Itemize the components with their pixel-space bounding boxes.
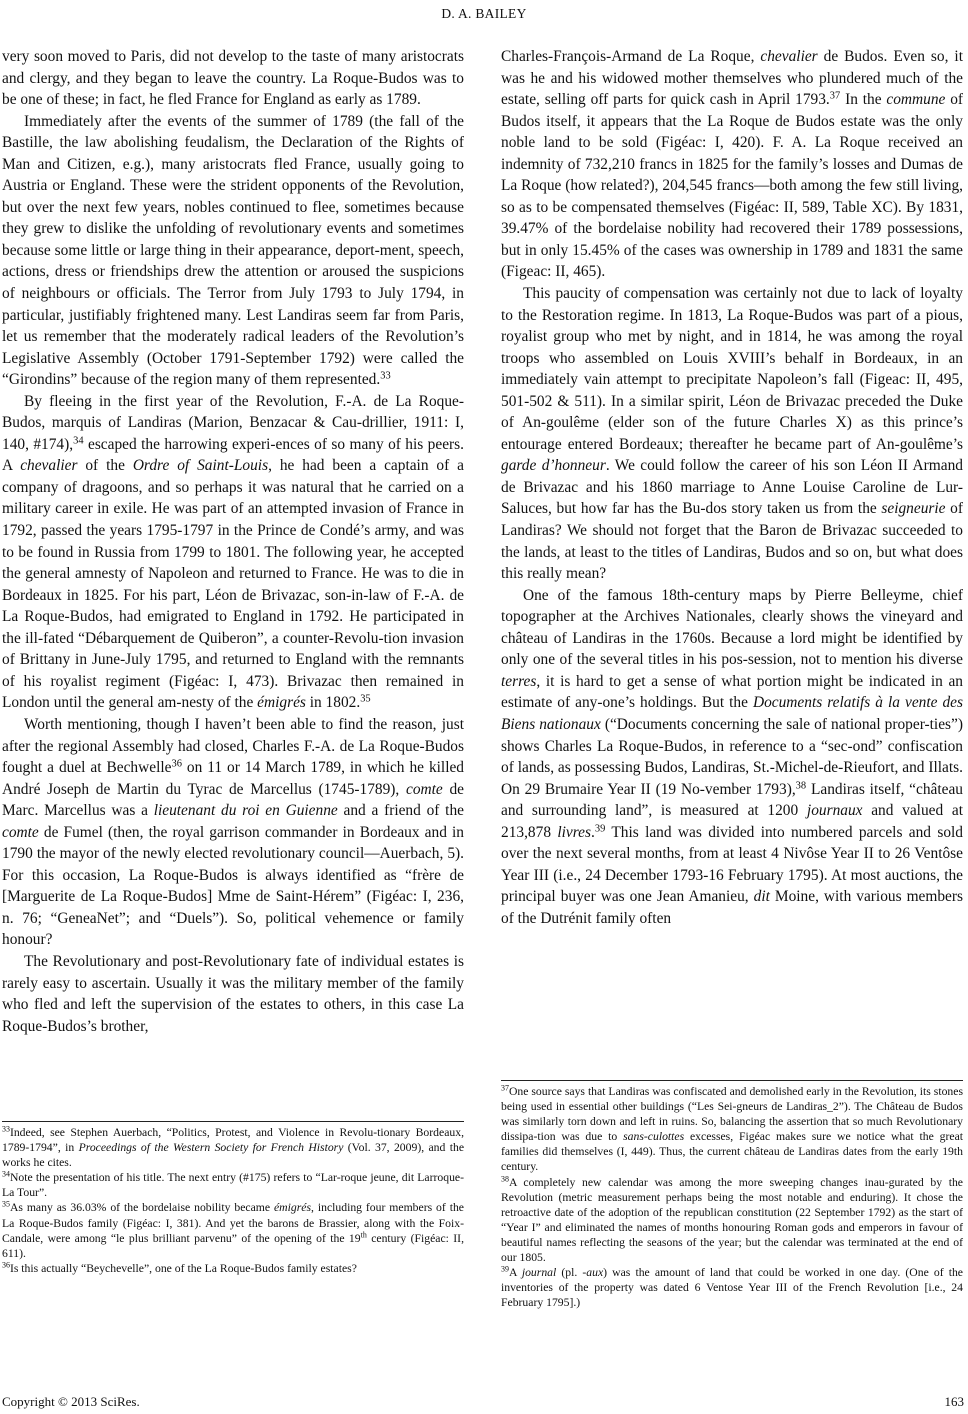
footnote: $^{37}$One source says that Landiras was confiscated and demolished early in the Revolution, its stones being used in essential other buildings (“Les Sei-gneurs de Landiras_2”). The Château de Budos was similarly torn down and left in ruins. So, balancing the assertion that so much Revolutionary dissipa-tion was due to sans-culottes excesses, Figéac makes sure we notice what the great families did themselves (I, 449). Thus, the current château de Landiras dates from the early 19th century.	[501, 1083, 964, 1174]
footnote-ref[interactable]: 38	[795, 779, 807, 791]
paragraph: The Revolutionary and post-Revolutionary fate of individual estates is rarely easy to ascertain. Usually it was the military member of the family who fled and left the supervision of the estates to others, in this case La Roque-Budos’s brother,	[2, 952, 464, 1035]
paragraph: Charles-François-Armand de La Roque, chevalier de Budos. Even so, it was he and his widowed mother themselves who plundered much of the estate, selling off parts for quick cash in April 1793.37 In the commune of Budos itself, it appears that the La Roque de Budos estate was the only noble land to be sold (Figéac: I, 420). F. A. La Roque received an indemnity of 732,210 francs in 1825 for the family’s losses and Dumas de La Roque (how related?), 204,545 francs—both among the few still living, so as to be compensated themselves (Figéac: II, 589, Table XC). By 1831, 39.47% of the bordelaise nobility had recovered their 1789 possessions, but in only 15.45% of the cases was ownership in 1789 and 1831 the same (Figeac: II, 465).	[501, 48, 964, 281]
paragraph: By fleeing in the first year of the Revolution, F.-A. de La Roque-Budos, marquis of Landiras (Marion, Benzacar & Cau-drillier, 1911: I, 140, #174),$^{34}$ escaped the harrowing experi-ences of so many of his peers. A chevalier of the Ordre of Saint-Louis, he had been a captain of a company of dragoons, and so perhaps it was natural that he carried on a military career in exile. He was part of an attempted invasion of France in 1792, passed the years 1795-1797 in the Prince de Condé’s army, and was to be found in Russia from 1799 to 1801. The following year, he accepted the general amnesty of Napoleon and returned to France. He was to die in Bordeaux in 1825. For his part, Léon de Brivazac, son-in-law of F.-A. de La Roque-Budos, had emigrated to England in 1792. He participated in the ill-fated “Débarquement de Quiberon”, a counter-Revolu-tion invasion of Brittany in June-July 1795, and returned to England with the remnants of his royalist regiment (Figéac: I, 473). Brivazac then remained in London until the general am-nesty of the émigrés in 1802.35	[2, 392, 464, 712]
right-column	[501, 46, 963, 929]
footnote-ref[interactable]: 36	[171, 758, 182, 770]
page-number: 163	[944, 1394, 964, 1409]
paragraph: Immediately after the events of the summer of 1789 (the fall of the Bastille, the law abolishing feudalism, the Declaration of the Rights of Man and Citizen, e.g.), many aristocrats fled France, usually going to Austria or England. These were the strident opponents of the Revolution, but over the next few years, nobles continued to flee, sometimes because they grew to dislike the unfolding of revolutionary events and sometimes because some little or large thing in their appearance, deport-ment, speech, actions, dress or friendships drew the attention or aroused the suspicions of neighbours or officials. The Terror from July 1793 to July 1794, in particular, justifiably frightened many. Lest Landiras seem far from Paris, let us remember that the moderately radical leaders of the Revolution’s Legislative Assembly (October 1791-September 1792) were called the “Girondins” because of the region many of them represented.$^{33}$	[2, 112, 464, 389]
left-footnotes	[2, 1121, 464, 1276]
footnote: $^{39}$A journal (pl. -aux) was the amount of land that could be worked in one day. (One of the inventories of the property was dated 6 Ventose Year III of the French Revolution [i.e., 24 February 1795].)	[501, 1264, 963, 1310]
footnote: $^{35}$As many as 36.03% of the bordelaise nobility became émigrés, including four members of the La Roque-Budos family (Figéac: I, 381). And yet the barons de Brassier, along with the Foix-Candale, were among “le plus brilliant parvenu” of the opening of the 19th century (Figéac: II, 611).	[2, 1200, 465, 1260]
footnote-ref[interactable]: 37	[829, 90, 841, 102]
paragraph: very soon moved to Paris, did not develop to the taste of many aristocrats and clergy, and they began to leave the country. La Roque-Budos was to be one of these; in fact, he fled France for England as early as 1789.	[2, 48, 464, 109]
footnote: $^{34}$Note the presentation of his title. The next entry (#175) refers to “Lar-roque jeune, dit Larroque-La Tour”.	[2, 1169, 464, 1200]
footnote: $^{33}$Indeed, see Stephen Auerbach, “Politics, Protest, and Violence in Revolu-tionary Bordeaux, 1789-1794”, in Proceedings of the Western Society for French History (Vol. 37, 2009), and the works he cites.	[2, 1124, 465, 1170]
running-head: D. A. BAILEY	[441, 6, 527, 21]
paragraph: Worth mentioning, though I haven’t been able to find the reason, just after the regional Assembly had closed, Charles F.-A. de La Roque-Budos fought a duel at Bechwelle$^{36}$ on 11 or 14 March 1789, in which he killed André Joseph de Martin du Tyrac de Marcellus (1745-1789), comte de Marc. Marcellus was a lieutenant du roi en Guienne and a friend of the comte de Fumel (then, the royal garrison commander in Bordeaux and in 1790 the mayor of the newly elected revolutionary council—Auerbach, 5). For this occasion, La Roque-Budos is always identified as “frère de [Marguerite de La Roque-Budos] Mme de Saint-Hérem” (Figéac: I, 236, n. 76; “GeneaNet”; and “Duels”). So, political vehemence or family honour?	[2, 715, 464, 949]
footnote-ref[interactable]: 33	[380, 370, 391, 382]
right-footnotes	[501, 1080, 963, 1310]
copyright-notice: Copyright © 2013 SciRes.	[2, 1394, 140, 1409]
footnote: $^{36}$Is this actually “Beychevelle”, one of the La Roque-Budos family estates?	[2, 1260, 357, 1275]
paragraph: One of the famous 18th-century maps by Pierre Belleyme, chief topographer at the Archives Nationales, clearly shows the vineyard and château of Landiras in the 1760s. Because a lord might be identified by only one of the several titles in his pos-session, not to mention his diverse terres, it is hard to get a sense of what portion might be indicated in an estimate of any-one’s holdings. But the Documents relatifs à la vente des Biens nationaux (“Documents concerning the sale of national proper-ties”) shows Charles La Roque-Budos, in reference to a “sec-ond” confiscation of lands, as possessing Budos, Landiras, St.-Michel-de-Rieufort, and Illats. On 29 Brumaire Year II (19 No-vember 1793),$^{38}$ Landiras itself, “château and surrounding land”, is measured at 1200 journaux and valued at 213,878 livres.$^{39}$ This land was divided into numbered parcels and sold over the next several months, from at least 4 Nivôse Year II to 26 Ventôse Year III (i.e., 24 December 1793-16 February 1795). At most auctions, the principal buyer was one Jean Amanieu, dit Moine, with various members of the Dutrénit family often	[501, 586, 963, 927]
left-column	[2, 46, 464, 1037]
paragraph: This paucity of compensation was certainly not due to lack of loyalty to the Restoration regime. In 1813, La Roque-Budos was part of a pious, royalist group who met by night, and in 1814, he was among the royal troops who assembled on Louis XVIII’s behalf in Bordeaux, in an immediately vain attempt to precipitate Napoleon’s fall (Figeac: II, 495, 501-502 & 511). In a similar spirit, Léon de Brivazac preceded the Duke of An-goulême (elder son of the future Charles X) as this prince’s entourage entered Bordeaux; thereafter he became part of An-goulême’s garde d’honneur. We could follow the career of his son Léon II Armand de Brivazac and his 1860 marriage to Anne Louise Caroline de Lur-Saluces, but how far has the Bu-dos story taken us from the seigneurie of Landiras? We should not forget that the Baron de Brivazac succeeded to the lands, at least to the titles of Landiras, Budos and so on, but what does this really mean?	[501, 285, 963, 583]
footnote-ref[interactable]: 39	[594, 822, 606, 834]
footnote-ref[interactable]: 34	[73, 435, 84, 447]
footnote-ref[interactable]: 35	[360, 693, 371, 705]
footnote: $^{38}$A completely new calendar was among the more sweeping changes inau-gurated by the Revolution (metric measurement perhaps being the most notable and enduring). It chose the retroactive date of the adoption of the republican constitution (22 September 1792) as the start of “Year I” and eliminated the names of months honouring Roman gods and emperors in favour of beautiful names reflecting the seasons of the year; but the calendar was terminated at the end of our 1805.	[501, 1174, 963, 1265]
